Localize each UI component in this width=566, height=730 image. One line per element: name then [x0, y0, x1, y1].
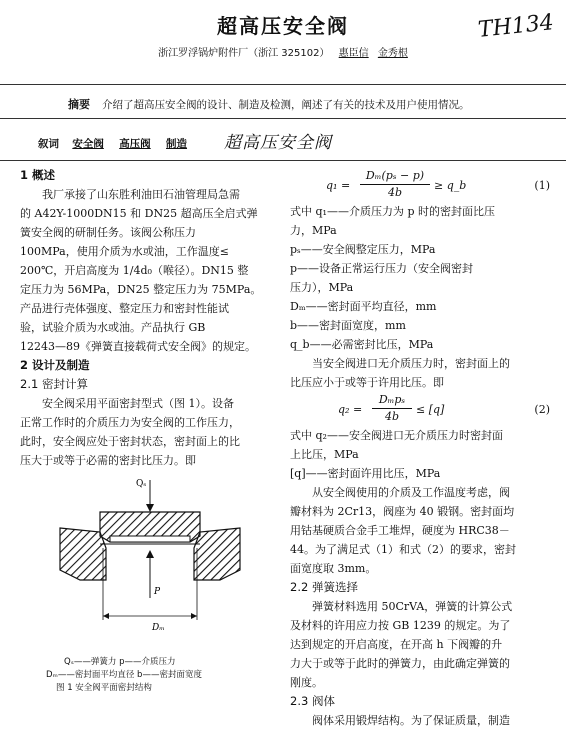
eq1-rhs: ≥ q_b — [434, 179, 467, 192]
para3-line: 用钴基硬质合金手工堆焊，硬度为 HRC38－ — [290, 524, 510, 537]
eq2-fraction — [372, 392, 412, 425]
figure-1-legend — [46, 656, 276, 695]
sec1-line: 100MPa，使用介质为水或油，工作温度≤ — [20, 245, 229, 258]
sec1-line: 产品进行壳体强度、整定压力和密封性能试 — [20, 302, 229, 315]
fig-label-dm: Dₘ — [152, 623, 165, 633]
sec1-line: 200℃，开启高度为 1/4d₀（喉径）。DN15 整 — [20, 264, 249, 277]
sec1-line: 的 A42Y-1000DN15 和 DN25 超高压全启式弹 — [20, 207, 258, 220]
sec21-line: 安全阀采用平面密封型式（图 1）。设备 — [42, 397, 234, 410]
handwritten-code: TH134 — [476, 10, 555, 43]
para4-line: 达到规定的开启高度，在开高 h 下阀瓣的升 — [290, 638, 503, 651]
eq1-numerator: Dₘ(pₛ − p) — [360, 168, 430, 185]
where2-line: 式中 q₂——安全阀进口无介质压力时密封面 — [290, 429, 503, 442]
sec1-line: 簧安全阀的研制任务。该阀公称压力 — [20, 226, 196, 239]
para4-line: 力大于或等于此时的弹簧力，由此确定弹簧的 — [290, 657, 510, 670]
abstract-label: 摘要 — [68, 98, 90, 111]
sec21-line: 正常工作时的介质压力为安全阀的工作压力， — [20, 416, 240, 429]
sec1-line: 12243—89《弹簧直接载荷式安全阀》的规定。 — [20, 340, 256, 353]
where1-line: q_b——必需密封比压，MPa — [290, 338, 434, 351]
abstract-text: 介绍了超高压安全阀的设计、制造及检测，阐述了有关的技术及用户使用情况。 — [102, 99, 470, 111]
where1-line: b——密封面宽度，mm — [290, 319, 406, 332]
figure-1-caption: 图 1 安全阀平面密封结构 — [56, 683, 152, 693]
divider-keywords — [0, 160, 566, 161]
eq2-rhs: ≤ [q] — [416, 403, 445, 416]
eq1-denominator: 4b — [387, 186, 403, 199]
eq1-lhs: q₁ = — [326, 179, 351, 192]
sec21-line: 压大于或等于必需的密封比压力。即 — [20, 454, 196, 467]
sec1-line: 我厂承接了山东胜利油田石油管理局急需 — [42, 188, 240, 201]
para3-line: 从安全阀使用的介质及工作温度考虑，阀 — [312, 486, 510, 499]
author-1: 惠臣信 — [338, 48, 369, 59]
keywords — [38, 136, 199, 151]
keyword-1: 安全阀 — [72, 138, 104, 150]
handwritten-keyword: 超高压安全阀 — [224, 133, 332, 153]
divider-top — [0, 84, 566, 85]
affiliation-line — [0, 44, 566, 59]
figure-1-diagram — [40, 470, 255, 650]
keyword-2: 高压阀 — [119, 138, 151, 150]
where1-line: 力，MPa — [290, 224, 337, 237]
eq1-fraction — [360, 168, 430, 201]
section-2-1-title: 2.1 密封计算 — [20, 377, 88, 391]
para5-line: 阀体采用锻焊结构。为了保证质量，制造 — [312, 714, 510, 727]
para3-line: 瓣材料为 2Cr13，阀座为 40 锻钢。密封面均 — [290, 505, 515, 518]
fig-legend-line: Qₛ——弹簧力 p——介质压力 — [64, 657, 176, 667]
page-title: 超高压安全阀 — [217, 14, 349, 38]
para3-line: 44。为了满足式（1）和式（2）的要求，密封 — [290, 543, 516, 556]
para2-line: 比压应小于或等于许用比压。即 — [290, 376, 444, 389]
eq2-lhs: q₂ = — [338, 403, 363, 416]
sec1-line: 定压力为 56MPa，DN25 整定压力为 75MPa。 — [20, 283, 262, 296]
sec21-line: 此时，安全阀应处于密封状态，密封面上的比 — [20, 435, 240, 448]
keyword-3: 制造 — [166, 138, 188, 150]
section-2-3-title: 2.3 阀体 — [290, 694, 335, 708]
para2-line: 当安全阀进口无介质压力时，密封面上的 — [312, 357, 510, 370]
para4-line: 及材料的许用应力按 GB 1239 的规定。为了 — [290, 619, 511, 632]
eq2-number: (2) — [534, 403, 550, 416]
where1-line: pₛ——安全阀整定压力，MPa — [290, 243, 436, 256]
section-2-2-title: 2.2 弹簧选择 — [290, 580, 358, 594]
where1-line: p——设备正常运行压力（安全阀密封 — [290, 262, 474, 275]
para3-line: 面宽度取 3mm。 — [290, 562, 377, 575]
author-2: 金秀根 — [377, 48, 408, 59]
divider-abstract — [0, 118, 566, 119]
fig-legend-line: Dₘ——密封面平均直径 b——密封面宽度 — [46, 670, 202, 680]
section-1-title: 1 概述 — [20, 168, 56, 182]
equation-2 — [290, 392, 554, 426]
fig-label-p: P — [154, 587, 161, 597]
where1-line: 式中 q₁——介质压力为 p 时的密封面比压 — [290, 205, 495, 218]
para4-line: 刚度。 — [290, 676, 323, 689]
sec1-line: 验，试验介质为水或油。产品执行 GB — [20, 321, 206, 334]
para4-line: 弹簧材料选用 50CrVA，弹簧的计算公式 — [312, 600, 513, 613]
fig-label-q: Qₛ — [136, 479, 147, 489]
left-column — [20, 166, 278, 470]
where2-line: 上比压，MPa — [290, 448, 359, 461]
eq1-number: (1) — [534, 179, 550, 192]
section-2-title: 2 设计及制造 — [20, 358, 90, 372]
equation-1 — [290, 168, 554, 202]
affiliation: 浙江罗浮锅炉附件厂（浙江 325102） — [158, 48, 330, 59]
abstract — [68, 96, 538, 112]
keywords-label: 叙词 — [38, 138, 59, 150]
where2-line: [q]——密封面许用比压，MPa — [290, 467, 441, 480]
eq2-denominator: 4b — [384, 410, 400, 423]
eq2-numerator: Dₘpₛ — [372, 392, 412, 409]
where1-line: Dₘ——密封面平均直径，mm — [290, 300, 437, 313]
where1-line: 压力），MPa — [290, 281, 354, 294]
right-column — [290, 168, 554, 730]
